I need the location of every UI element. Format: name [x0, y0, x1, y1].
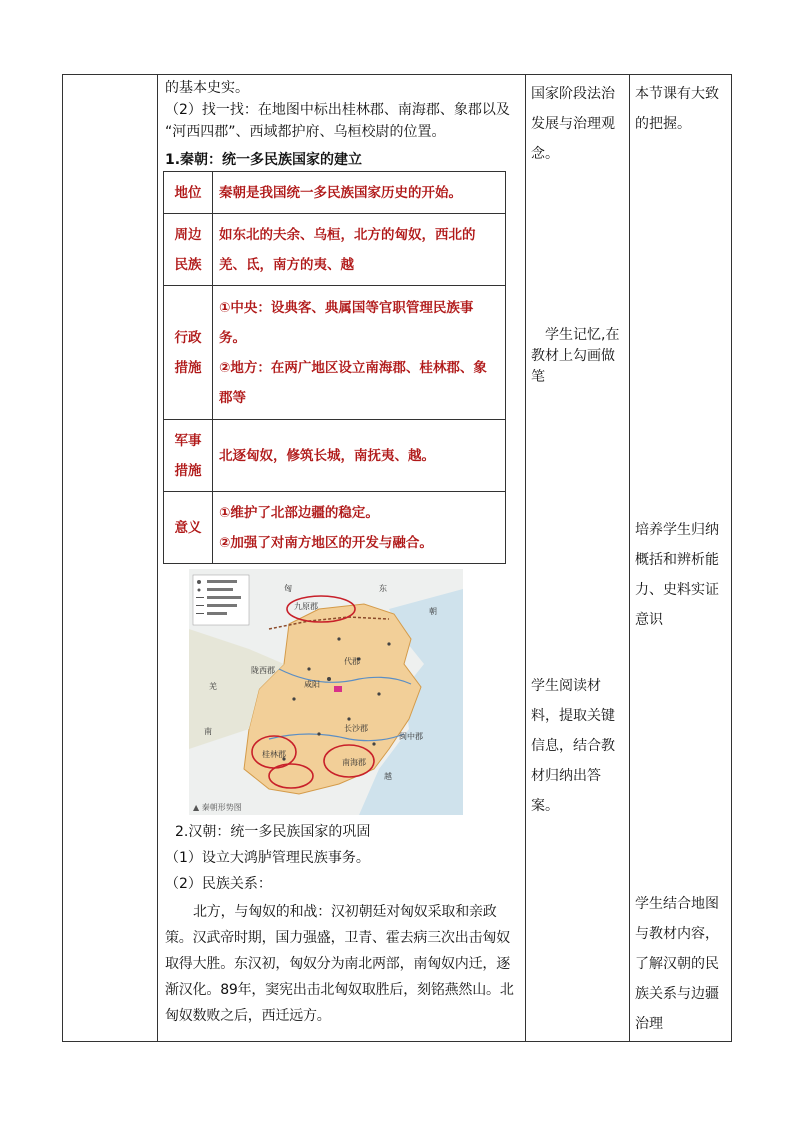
row-value: 秦朝是我国统一多民族国家历史的开始。	[213, 172, 506, 214]
intent-top: 本节课有大致的把握。	[635, 86, 719, 132]
table-row	[164, 172, 506, 214]
map-label: 南海郡	[342, 758, 366, 767]
activity-mid: 学生记忆,在教材上勾画做笔	[531, 327, 620, 385]
intent-mid: 培养学生归纳概括和辨析能力、史料实证意识	[635, 522, 719, 628]
value-line: ①中央：设典客、典属国等官职管理民族事务。	[219, 299, 474, 346]
table-row	[164, 420, 506, 492]
map-label: 闽中郡	[399, 732, 423, 741]
row-value	[213, 492, 506, 564]
map-graphic	[189, 569, 463, 815]
row-key: 周边民族	[164, 214, 213, 286]
map-label: 东	[379, 584, 387, 593]
map-caption: ▲ 秦朝形势图	[193, 803, 242, 812]
map-label: 代郡	[344, 657, 360, 666]
han-paragraph: 北方，与匈奴的和战：汉初朝廷对匈奴采取和亲政策。汉武帝时期，国力强盛，卫青、霍去病三次出击匈奴取得大胜。东汉初，匈奴分为南北两部，南匈奴内迁，逐渐汉化。89年，窦宪出击北匈奴取胜后，刻铭燕然山。北匈奴数败之后，西迁远方。	[165, 904, 514, 1024]
qin-heading: 1.秦朝：统一多民族国家的建立	[165, 152, 363, 168]
map-label: 桂林郡	[262, 750, 286, 759]
text-line: （2）找一找：在地图中标出桂林郡、南海郡、象郡以及	[165, 102, 510, 118]
text-line: 的基本史实。	[165, 80, 249, 96]
map-label: 长沙郡	[344, 724, 368, 733]
text-line: “河西四郡”、西域都护府、乌桓校尉的位置。	[165, 124, 446, 140]
column-divider	[629, 75, 630, 1041]
value-line: ①维护了北部边疆的稳定。	[219, 504, 379, 521]
table-row	[164, 214, 506, 286]
map-label: 九原郡	[294, 602, 318, 611]
han-heading: 2.汉朝：统一多民族国家的巩固	[175, 824, 371, 840]
table-row	[164, 286, 506, 420]
qin-map-image	[189, 569, 463, 815]
activity-low: 学生阅读材料，提取关键信息，结合教材归纳出答案。	[531, 678, 615, 814]
map-label: 南	[204, 727, 212, 736]
qin-table	[163, 171, 506, 564]
row-key: 意义	[164, 492, 213, 564]
activity-top: 国家阶段法治发展与治理观念。	[531, 86, 615, 162]
row-value	[213, 286, 506, 420]
row-key: 行政措施	[164, 286, 213, 420]
map-label: 羌	[209, 682, 217, 691]
row-key: 军事措施	[164, 420, 213, 492]
intent-low: 学生结合地图与教材内容，了解汉朝的民族关系与边疆治理	[635, 896, 719, 1032]
map-label: 匈	[284, 584, 292, 593]
map-label: 咸阳	[304, 680, 320, 689]
map-label: 陇西郡	[251, 666, 275, 675]
value-line: ②加强了对南方地区的开发与融合。	[219, 534, 433, 551]
map-label: 朝	[429, 607, 437, 616]
row-value: 北逐匈奴，修筑长城，南抚夷、越。	[213, 420, 506, 492]
value-line: ②地方：在两广地区设立南海郡、桂林郡、象郡等	[219, 359, 487, 406]
row-value: 如东北的夫余、乌桓，北方的匈奴，西北的羌、氐，南方的夷、越	[213, 214, 506, 286]
row-key: 地位	[164, 172, 213, 214]
table-row	[164, 492, 506, 564]
column-divider	[157, 75, 158, 1041]
lesson-table	[62, 74, 732, 1042]
column-divider	[525, 75, 526, 1041]
han-point-1: （1）设立大鸿胪管理民族事务。	[165, 850, 370, 866]
map-label: 越	[384, 772, 392, 781]
han-point-2: （2）民族关系：	[165, 876, 272, 892]
